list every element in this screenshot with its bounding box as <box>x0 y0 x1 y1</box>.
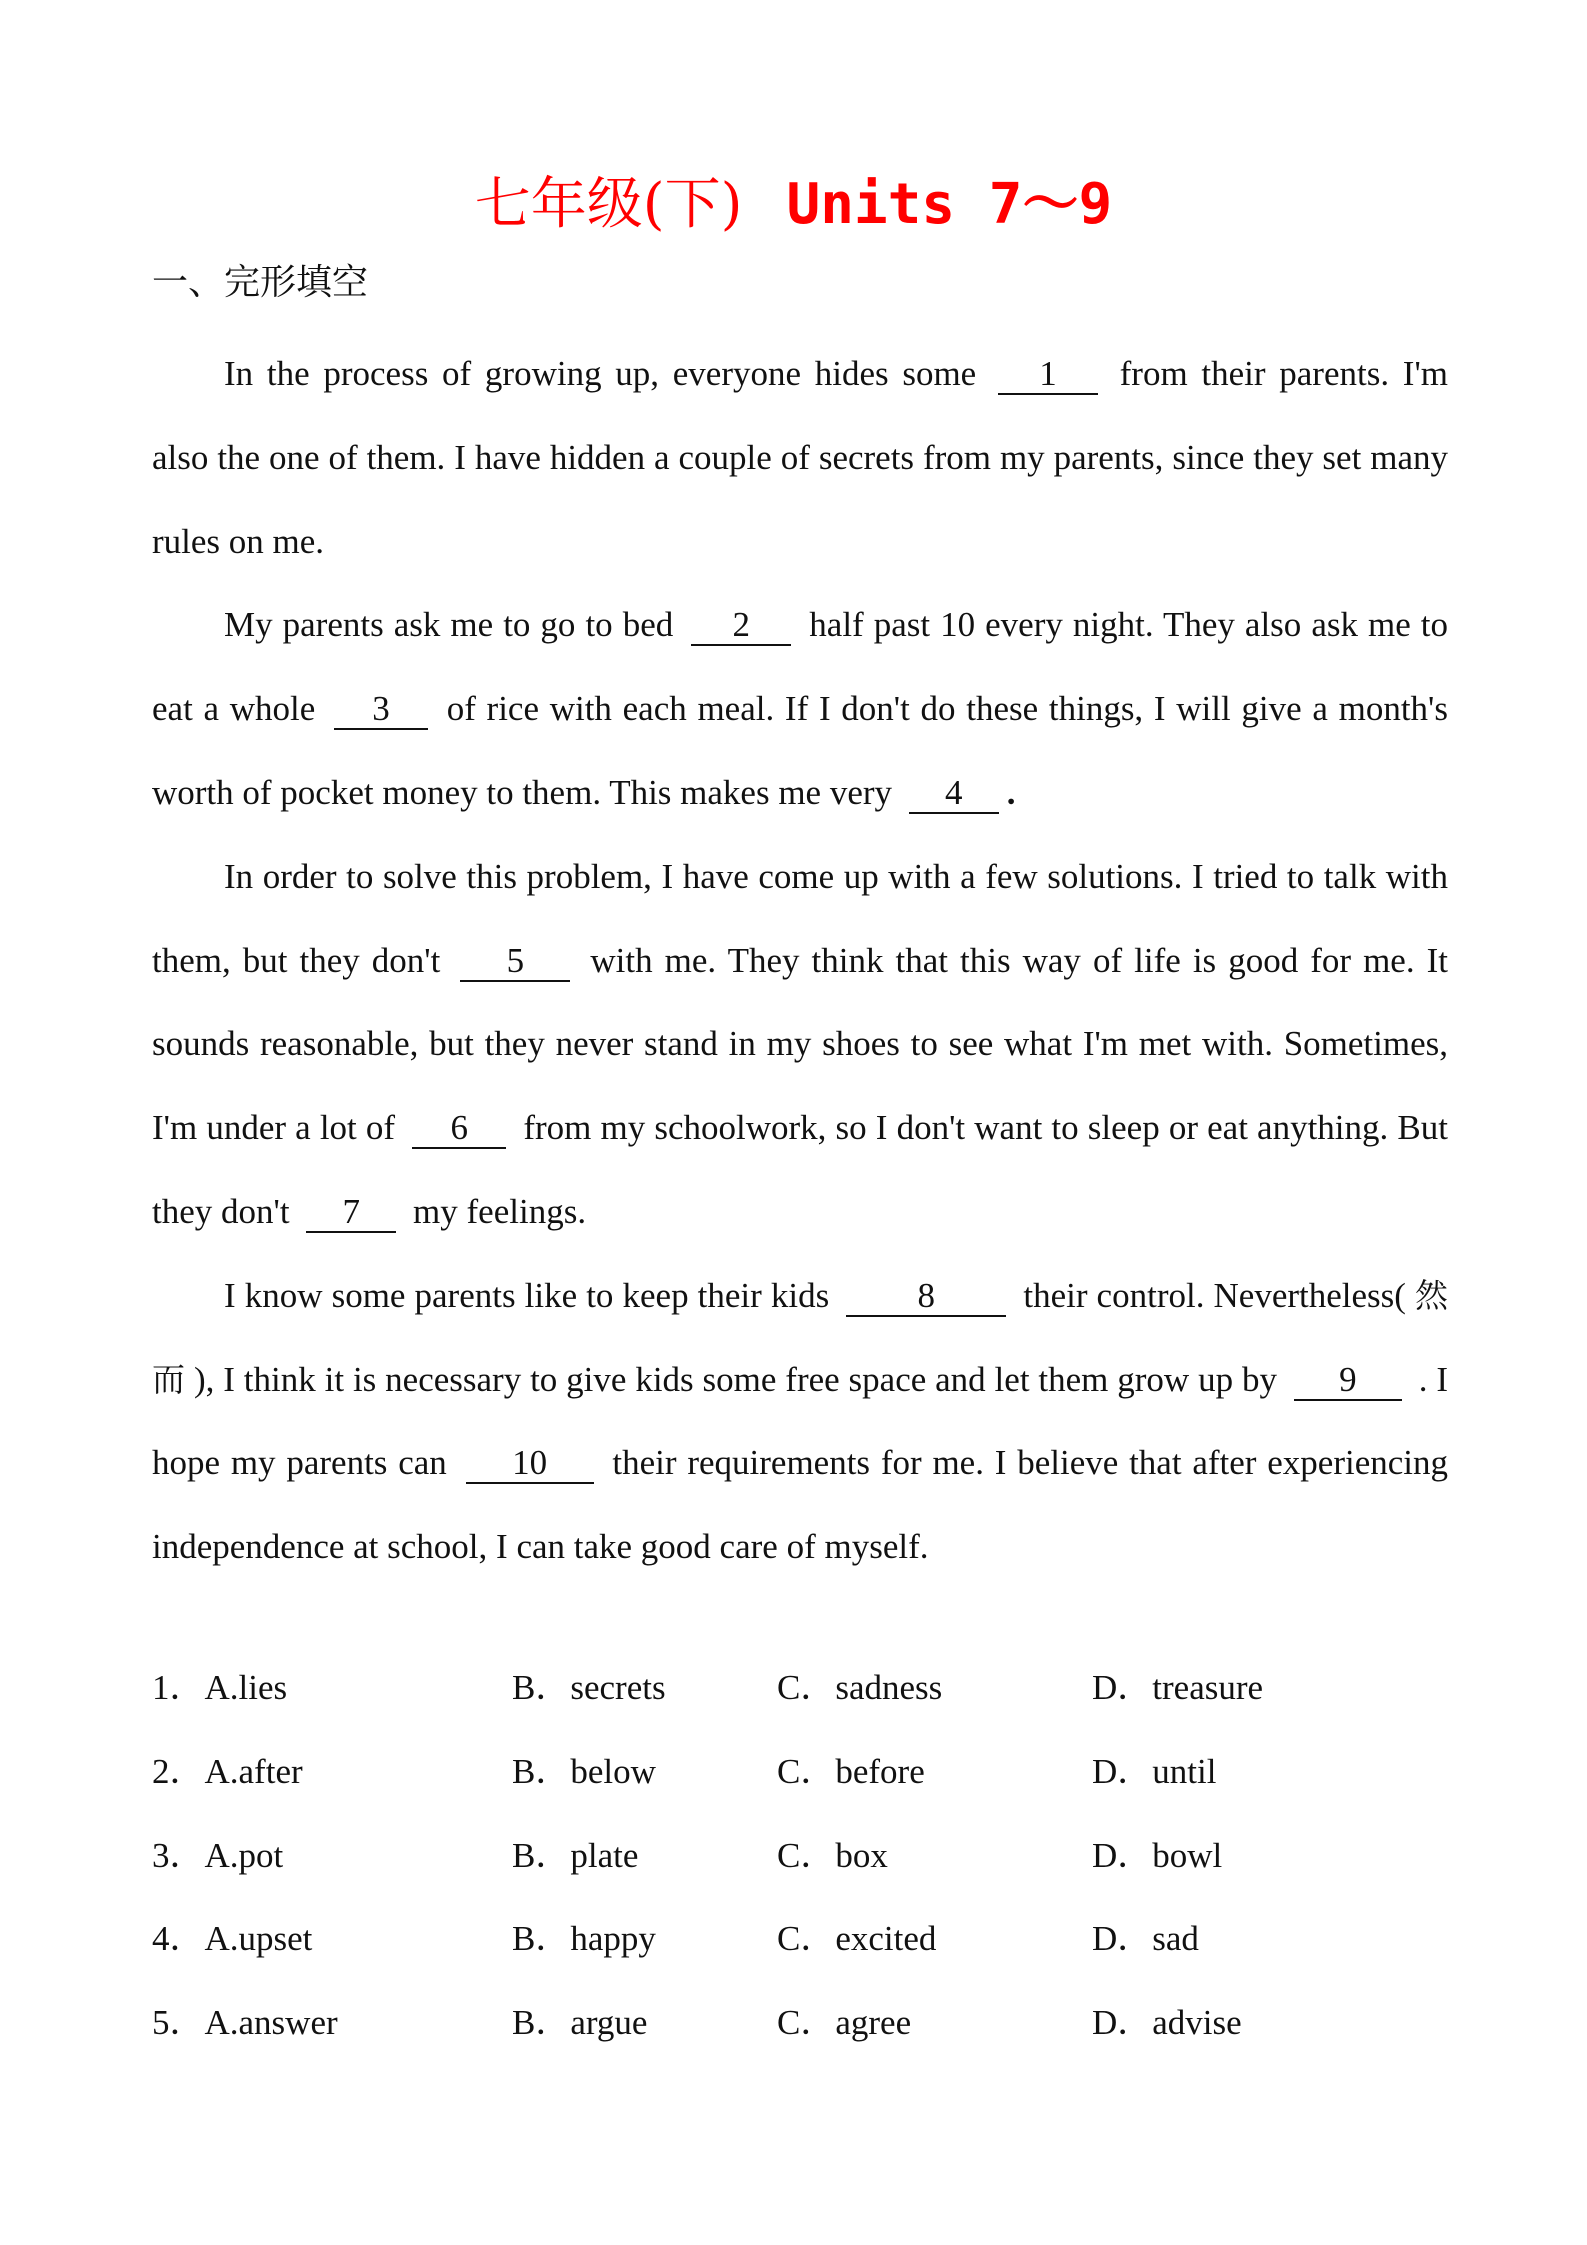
option-b: B．plate <box>512 1835 639 1875</box>
blank-6: 6 <box>412 1109 506 1149</box>
passage-text: In order to solve this problem, I have come up with a few solutions. I tried to talk with them, but they don't <box>152 856 1448 980</box>
option-c: C．agree <box>777 2003 912 2043</box>
passage-text: my feelings. <box>404 1191 587 1231</box>
option-d: D．advise <box>1092 2003 1242 2043</box>
question-row <box>152 1995 1452 2079</box>
passage-text: My parents ask me to go to bed <box>224 605 684 645</box>
section-heading: 一、完形填空 <box>152 262 369 303</box>
option-d: D．treasure <box>1092 1668 1264 1707</box>
question-row <box>152 1660 1452 1744</box>
option-b: B．argue <box>512 2003 648 2043</box>
blank-3: 3 <box>334 690 428 730</box>
passage-text: . I hope my parents can <box>152 1359 1448 1483</box>
blank-2: 2 <box>691 606 791 646</box>
option-a: 3．A.pot <box>152 1835 284 1875</box>
option-c: C．sadness <box>777 1668 943 1707</box>
option-b: B．secrets <box>512 1668 666 1707</box>
blank-1: 1 <box>998 355 1098 395</box>
passage-text: of rice with each meal. If I don't do these things, I will give a month's worth of pocket money to them. This makes me very <box>152 689 1448 812</box>
question-row <box>152 1828 1452 1912</box>
option-d: D．sad <box>1092 1919 1199 1959</box>
blank-8: 8 <box>846 1277 1006 1317</box>
blank-9: 9 <box>1294 1361 1402 1401</box>
passage-text: I know some parents like to keep their kids <box>224 1275 839 1315</box>
question-row <box>152 1911 1452 1995</box>
blank-5: 5 <box>460 942 570 982</box>
title-units: Units 7～9 <box>786 172 1113 237</box>
passage-text: their requirements for me. I believe that after experiencing independence at school, I can take good care of myself. <box>152 1443 1449 1567</box>
title-grade: 七年级(下) <box>474 172 743 237</box>
option-b: B．below <box>512 1751 656 1791</box>
option-d: D．until <box>1092 1751 1217 1791</box>
blank-10: 10 <box>466 1444 594 1484</box>
question-options <box>152 1660 1452 2079</box>
blank-4: 4 <box>909 774 999 814</box>
option-c: C．box <box>777 1835 888 1875</box>
passage-text: from their parents. I'm also the one of them. I have hidden a couple of secrets from my parents, since they set many rules on me. <box>152 354 1448 561</box>
option-d: D．bowl <box>1092 1835 1223 1875</box>
question-row <box>152 1744 1452 1828</box>
option-c: C．excited <box>777 1919 937 1959</box>
option-c: C．before <box>777 1751 925 1791</box>
passage-paragraph-1 <box>152 332 1448 583</box>
passage-paragraph-2 <box>152 583 1448 834</box>
option-a: 4．A.upset <box>152 1919 313 1959</box>
passage-paragraph-3 <box>152 835 1448 1254</box>
passage-text: half past 10 every night. They also ask me to eat a whole <box>152 605 1448 729</box>
passage-text: from my schoolwork, so I don't want to sleep or eat anything. But they don't <box>152 1108 1448 1231</box>
passage-chinese-gloss: 然而 <box>152 1275 1449 1399</box>
passage-text: with me. They think that this way of life is good for me. It sounds reasonable, but they never stand in my shoes to see what I'm met with. Sometimes, I'm under a lot of <box>152 940 1448 1148</box>
blank-7: 7 <box>306 1193 396 1233</box>
passage-text: . <box>1006 772 1016 812</box>
passage-paragraph-4 <box>152 1254 1448 1589</box>
option-a: 5．A.answer <box>152 2003 338 2043</box>
option-b: B．happy <box>512 1919 656 1959</box>
passage-text: their control. Nevertheless( <box>1014 1275 1416 1315</box>
page-title <box>0 160 1587 240</box>
cloze-passage <box>152 332 1448 1589</box>
option-a: 1．A.lies <box>152 1668 288 1707</box>
option-a: 2．A.after <box>152 1751 303 1791</box>
passage-text: ), I think it is necessary to give kids some free space and let them grow up by <box>185 1359 1286 1399</box>
passage-text: In the process of growing up, everyone hides some <box>224 354 990 393</box>
